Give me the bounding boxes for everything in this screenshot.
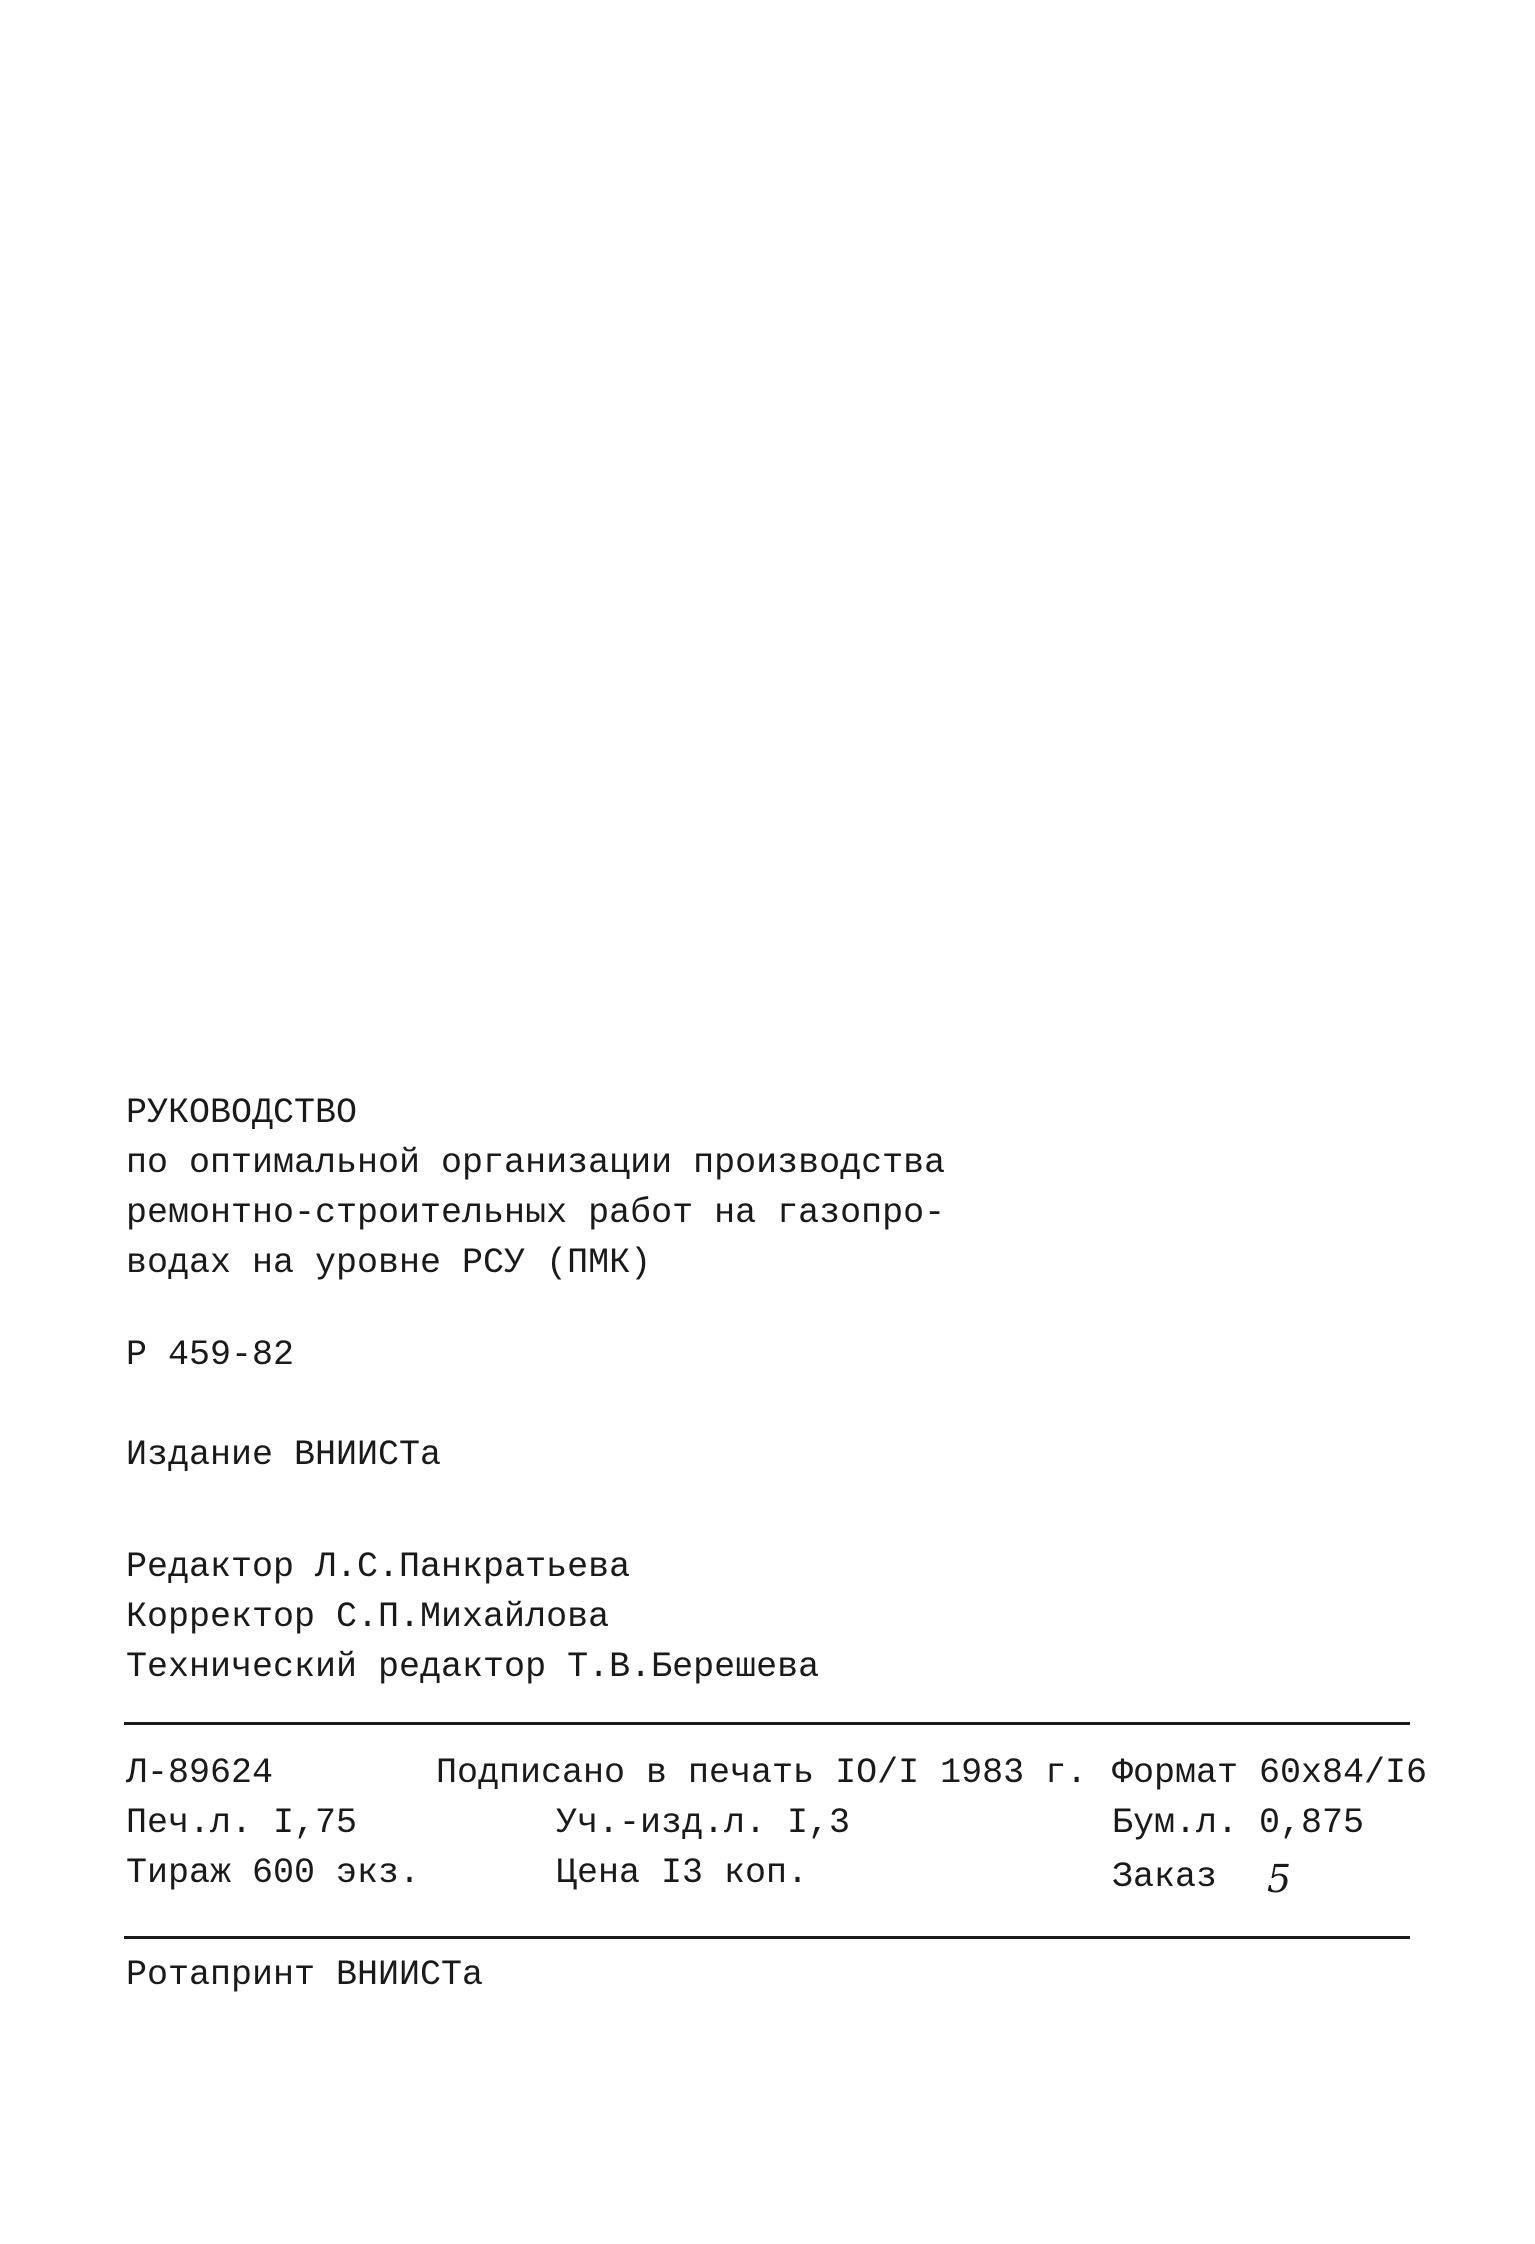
divider-top <box>124 1722 1410 1725</box>
staff-editor: Редактор Л.С.Панкратьева <box>126 1547 631 1587</box>
circulation: Тираж 600 экз. <box>126 1853 421 1893</box>
document-heading: РУКОВОДСТВО <box>126 1093 358 1133</box>
price: Цена I3 коп. <box>556 1853 809 1893</box>
license-number: Л-89624 <box>126 1753 274 1793</box>
title-line: водах на уровне РСУ (ПМК) <box>126 1243 652 1283</box>
order <box>1112 1848 1291 1902</box>
imprint-row <box>126 1748 1426 1798</box>
staff-corrector: Корректор С.П.Михайлова <box>126 1597 610 1637</box>
title-line: по оптимальной организации производства <box>126 1143 946 1183</box>
signed-date: Подписано в печать IO/I 1983 г. <box>436 1753 1088 1793</box>
publisher-line: Издание ВНИИСТа <box>126 1435 442 1475</box>
paper-sheets: Бум.л. 0,875 <box>1112 1803 1365 1843</box>
paper-format: Формат 60x84/I6 <box>1112 1753 1428 1793</box>
divider-bottom <box>124 1936 1410 1939</box>
print-sheets: Печ.л. I,75 <box>126 1803 358 1843</box>
order-number: 5 <box>1267 1857 1292 1901</box>
staff-tech-editor: Технический редактор Т.В.Берешева <box>126 1647 820 1687</box>
imprint-block <box>126 1748 1428 1901</box>
staff-list <box>126 1542 819 1692</box>
document-code: Р 459-82 <box>126 1335 295 1375</box>
edu-sheets: Уч.-изд.л. I,3 <box>556 1803 851 1843</box>
title-line: ремонтно-строительных работ на газопро- <box>126 1193 946 1233</box>
document-title-block <box>126 1088 945 1288</box>
imprint-row <box>126 1848 1426 1901</box>
printer-line: Ротапринт ВНИИСТа <box>126 1955 484 1995</box>
order-label: Заказ <box>1112 1857 1218 1897</box>
imprint-row <box>126 1798 1426 1848</box>
